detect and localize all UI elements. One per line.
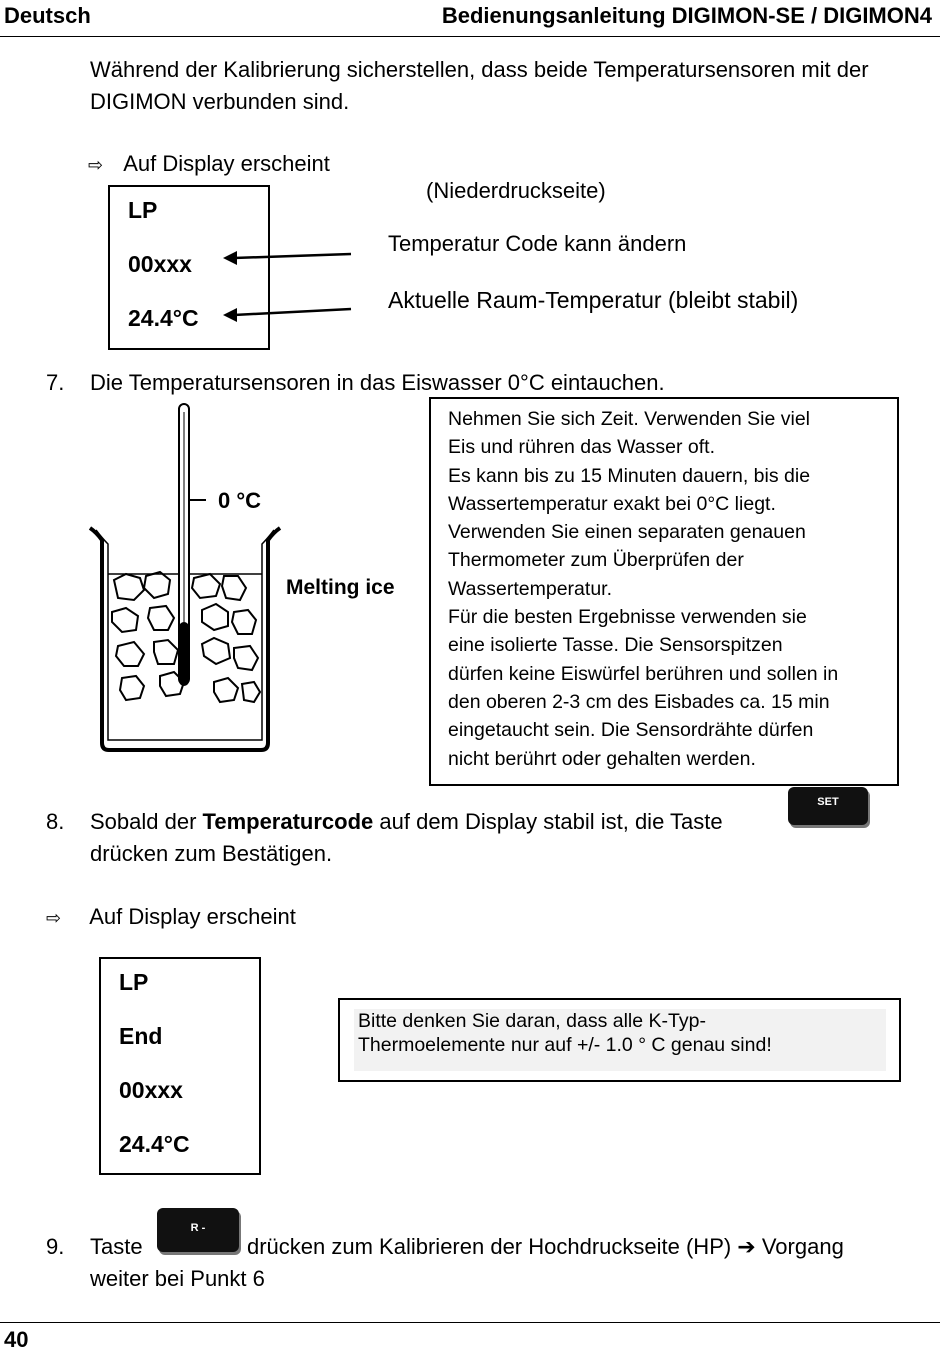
note-line: Thermometer zum Überprüfen der — [448, 549, 744, 572]
display2-line-code: 00xxx — [119, 1077, 183, 1103]
display2-line-end: End — [119, 1023, 163, 1049]
reminder-line-2: Thermoelemente nur auf +/- 1.0 ° C genau sind! — [358, 1034, 772, 1056]
step8-text-before: Sobald der — [90, 809, 203, 834]
reminder-inner — [354, 1009, 886, 1071]
note-line: Eis und rühren das Wasser oft. — [448, 436, 715, 459]
thermometer-zero-label: 0 °C — [218, 488, 262, 513]
note-line: den oberen 2-3 cm des Eisbades ca. 15 min — [448, 690, 830, 713]
step8-line-2: drücken zum Bestätigen. — [90, 841, 333, 866]
pointer-arrow-code — [223, 251, 351, 265]
step7-number: 7. — [46, 370, 65, 395]
r-minus-key-button[interactable]: R - — [157, 1208, 239, 1252]
reminder-box — [338, 998, 901, 1082]
step8-text — [90, 806, 723, 838]
note-line: Verwenden Sie einen separaten genauen — [448, 521, 806, 544]
header-rule — [0, 36, 940, 37]
step9-text-before: Taste — [90, 1234, 143, 1259]
note-line: Wassertemperatur exakt bei 0°C liegt. — [448, 492, 776, 515]
header-language: Deutsch — [4, 3, 91, 28]
step8-number: 8. — [46, 809, 65, 834]
note-line: Für die besten Ergebnisse verwenden sie — [448, 606, 807, 629]
page-number: 40 — [4, 1327, 29, 1352]
footer-rule — [0, 1322, 940, 1323]
right-arrow-outline-icon: ⇨ — [46, 908, 62, 928]
note-line: eingetaucht sein. Die Sensordrähte dürfen — [448, 719, 814, 742]
step9-number: 9. — [46, 1234, 65, 1259]
note-line: eine isolierte Tasse. Die Sensorspitzen — [448, 634, 783, 657]
display1-caption-row — [88, 148, 330, 181]
right-arrow-outline-icon: ⇨ — [88, 155, 104, 175]
display1-line-code: 00xxx — [128, 251, 192, 277]
note-line: Wassertemperatur. — [448, 577, 612, 600]
step9-line-2: weiter bei Punkt 6 — [90, 1266, 265, 1291]
intro-line-2: DIGIMON verbunden sind. — [90, 89, 350, 114]
display1-pointer-arrows — [220, 240, 360, 330]
display2-caption-row — [46, 901, 296, 934]
note-line: dürfen keine Eiswürfel berühren und sollen in — [448, 662, 839, 685]
step7-text: Die Temperatursensoren in das Eiswasser 0°C eintauchen. — [90, 370, 665, 395]
note-line: nicht berührt oder gehalten werden. — [448, 747, 756, 770]
note-line: Nehmen Sie sich Zeit. Verwenden Sie viel — [448, 408, 811, 430]
step8-text-bold: Temperaturcode — [202, 809, 374, 834]
set-key-button[interactable]: SET — [788, 787, 868, 825]
reminder-line-1: Bitte denken Sie daran, dass alle K-Typ- — [358, 1010, 706, 1032]
note-line: Es kann bis zu 15 Minuten dauern, bis die — [448, 464, 811, 487]
ice-water-illustration — [84, 398, 414, 758]
note-box — [429, 397, 899, 786]
pointer-arrow-temp — [223, 308, 351, 322]
annotation-side: (Niederdruckseite) — [426, 178, 606, 203]
display1-line-lp: LP — [128, 197, 158, 223]
display2-caption: Auf Display erscheint — [89, 904, 296, 929]
annotation-code: Temperatur Code kann ändern — [388, 231, 687, 256]
display1-line-temp: 24.4°C — [128, 305, 199, 331]
header-title: Bedienungsanleitung DIGIMON-SE / DIGIMON4 — [441, 3, 932, 28]
melting-ice-label: Melting ice — [286, 576, 395, 599]
intro-line-1: Während der Kalibrierung sicherstellen, dass beide Temperatursensoren mit der — [90, 57, 869, 82]
annotation-temp: Aktuelle Raum-Temperatur (bleibt stabil) — [388, 287, 799, 313]
display2-line-temp: 24.4°C — [119, 1131, 190, 1157]
display2-box — [99, 957, 261, 1175]
display1-caption: Auf Display erscheint — [123, 151, 330, 176]
step8-text-after: auf dem Display stabil ist, die Taste — [373, 809, 723, 834]
step9-text-after: drücken zum Kalibrieren der Hochdruckseite (HP) ➔ Vorgang — [247, 1234, 844, 1259]
display2-line-lp: LP — [119, 969, 149, 995]
